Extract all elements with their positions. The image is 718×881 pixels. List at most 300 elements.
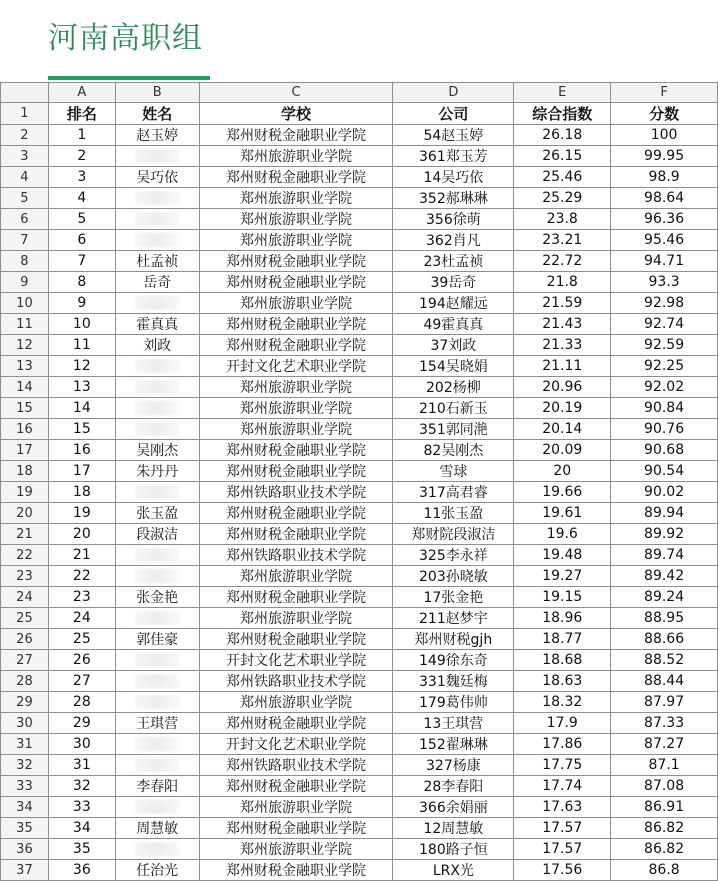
table-cell[interactable]: 郑州财税金融职业学院 (199, 272, 393, 293)
spreadsheet-grid[interactable] (0, 82, 718, 879)
table-cell[interactable]: 郑州财税金融职业学院 (199, 125, 393, 146)
table-cell[interactable]: 100 (611, 125, 718, 146)
table-cell[interactable]: 段淑洁 (115, 524, 199, 545)
table-cell[interactable]: 90.68 (611, 440, 718, 461)
table-row (1, 335, 718, 356)
redacted-name (135, 401, 179, 415)
table-cell[interactable]: 9 (48, 293, 115, 314)
row-header[interactable]: 31 (1, 734, 49, 755)
row-header[interactable]: 2 (1, 125, 49, 146)
table-cell[interactable]: 88.52 (611, 650, 718, 671)
table-cell[interactable]: 岳奇 (115, 272, 199, 293)
table-cell[interactable]: 89.24 (611, 587, 718, 608)
table-cell[interactable]: 28 (48, 692, 115, 713)
column-header[interactable]: B (115, 83, 199, 103)
table-row (1, 797, 718, 818)
table-cell[interactable]: 郑州财税金融职业学院 (199, 524, 393, 545)
table-cell[interactable]: 25.29 (514, 188, 611, 209)
table-cell[interactable]: 7 (48, 251, 115, 272)
table-cell[interactable]: 郑州财税金融职业学院 (199, 818, 393, 839)
row-header[interactable]: 34 (1, 797, 49, 818)
redacted-name (135, 422, 179, 436)
table-cell[interactable]: 14吴巧依 (393, 167, 514, 188)
row-header[interactable]: 18 (1, 461, 49, 482)
row-header[interactable]: 23 (1, 566, 49, 587)
table-cell[interactable]: 22 (48, 566, 115, 587)
table-cell[interactable]: 89.92 (611, 524, 718, 545)
table-cell[interactable]: 82吴刚杰 (393, 440, 514, 461)
row-header[interactable]: 12 (1, 335, 49, 356)
table-cell[interactable]: 吴巧依 (115, 167, 199, 188)
redacted-name (135, 191, 179, 205)
table-row (1, 356, 718, 377)
row-header[interactable]: 1 (1, 103, 49, 125)
table-cell[interactable]: 23 (48, 587, 115, 608)
table-cell[interactable]: 351郭同滟 (393, 419, 514, 440)
table-cell[interactable]: 郑州财税金融职业学院 (199, 440, 393, 461)
table-cell[interactable]: 33 (48, 797, 115, 818)
table-cell[interactable]: 郑州财税金融职业学院 (199, 167, 393, 188)
table-cell[interactable]: 356徐萌 (393, 209, 514, 230)
table-row (1, 776, 718, 797)
table-cell[interactable]: 张金艳 (115, 587, 199, 608)
row-header[interactable]: 4 (1, 167, 49, 188)
row-header[interactable]: 24 (1, 587, 49, 608)
table-cell[interactable]: 郑州铁路职业技术学院 (199, 755, 393, 776)
table-cell[interactable] (115, 482, 199, 503)
table-cell[interactable]: 刘政 (115, 335, 199, 356)
table-cell[interactable]: 19.6 (514, 524, 611, 545)
table-cell[interactable] (115, 419, 199, 440)
table-cell[interactable]: 317高君睿 (393, 482, 514, 503)
redacted-name (135, 758, 179, 772)
table-cell[interactable]: 25.46 (514, 167, 611, 188)
table-cell[interactable]: 211赵梦宇 (393, 608, 514, 629)
table-cell[interactable]: 郑州铁路职业技术学院 (199, 482, 393, 503)
table-cell[interactable]: 任治光 (115, 860, 199, 881)
table-cell[interactable]: 吴刚杰 (115, 440, 199, 461)
table-cell[interactable]: 20.96 (514, 377, 611, 398)
table-cell[interactable] (115, 608, 199, 629)
table-cell[interactable]: 13王琪营 (393, 713, 514, 734)
table-cell[interactable]: 郑州财税金融职业学院 (199, 713, 393, 734)
table-cell[interactable]: 19.66 (514, 482, 611, 503)
table-cell[interactable]: 郑州铁路职业技术学院 (199, 671, 393, 692)
table-cell[interactable]: 89.94 (611, 503, 718, 524)
row-header[interactable]: 14 (1, 377, 49, 398)
table-cell[interactable]: 331魏廷梅 (393, 671, 514, 692)
table-cell[interactable]: 12周慧敏 (393, 818, 514, 839)
row-header[interactable]: 6 (1, 209, 49, 230)
table-cell[interactable]: 郑州财税金融职业学院 (199, 335, 393, 356)
table-cell[interactable]: 开封文化艺术职业学院 (199, 356, 393, 377)
table-cell[interactable]: 13 (48, 377, 115, 398)
table-cell[interactable]: 98.9 (611, 167, 718, 188)
table-cell[interactable]: 15 (48, 419, 115, 440)
table-cell[interactable]: 20.19 (514, 398, 611, 419)
table-cell[interactable]: 17.63 (514, 797, 611, 818)
table-cell[interactable]: 霍真真 (115, 314, 199, 335)
table-row (1, 167, 718, 188)
table-cell[interactable]: 12 (48, 356, 115, 377)
table-cell[interactable]: 郑州旅游职业学院 (199, 566, 393, 587)
table-cell[interactable]: 朱丹丹 (115, 461, 199, 482)
table-cell[interactable]: 19.48 (514, 545, 611, 566)
table-cell[interactable] (115, 755, 199, 776)
table-cell[interactable]: 26.15 (514, 146, 611, 167)
table-cell[interactable]: 96.36 (611, 209, 718, 230)
row-header[interactable]: 9 (1, 272, 49, 293)
table-cell[interactable]: 19 (48, 503, 115, 524)
table-cell[interactable]: 194赵耀远 (393, 293, 514, 314)
table-cell[interactable]: 郑州旅游职业学院 (199, 608, 393, 629)
table-cell[interactable]: 21.11 (514, 356, 611, 377)
table-cell[interactable]: 152翟琳琳 (393, 734, 514, 755)
table-cell[interactable]: 23.8 (514, 209, 611, 230)
table-cell[interactable]: 雪球 (393, 461, 514, 482)
table-cell[interactable]: 27 (48, 671, 115, 692)
table-cell[interactable] (115, 671, 199, 692)
table-cell[interactable]: 21.43 (514, 314, 611, 335)
table-cell[interactable]: 87.97 (611, 692, 718, 713)
table-cell[interactable] (115, 797, 199, 818)
table-cell[interactable]: 34 (48, 818, 115, 839)
table-cell[interactable]: 17.86 (514, 734, 611, 755)
table-cell[interactable]: 郑州铁路职业技术学院 (199, 545, 393, 566)
table-cell[interactable]: 17 (48, 461, 115, 482)
table-cell[interactable]: 郑州旅游职业学院 (199, 398, 393, 419)
row-header[interactable]: 15 (1, 398, 49, 419)
table-cell[interactable]: 92.59 (611, 335, 718, 356)
table-cell[interactable]: 11 (48, 335, 115, 356)
row-header[interactable]: 29 (1, 692, 49, 713)
row-header[interactable]: 28 (1, 671, 49, 692)
table-cell[interactable]: 李春阳 (115, 776, 199, 797)
table-cell[interactable]: 89.74 (611, 545, 718, 566)
table-cell[interactable]: 93.3 (611, 272, 718, 293)
table-cell[interactable] (115, 398, 199, 419)
table-cell[interactable]: 18 (48, 482, 115, 503)
table-cell[interactable]: 郑州旅游职业学院 (199, 293, 393, 314)
row-header[interactable]: 30 (1, 713, 49, 734)
table-cell[interactable]: 361郑玉芳 (393, 146, 514, 167)
table-row (1, 209, 718, 230)
table-row (1, 419, 718, 440)
table-cell[interactable]: 30 (48, 734, 115, 755)
table-row (1, 650, 718, 671)
row-header[interactable]: 35 (1, 818, 49, 839)
table-row (1, 188, 718, 209)
table-cell[interactable]: 88.44 (611, 671, 718, 692)
header-cell-rank[interactable]: 排名 (48, 103, 115, 125)
header-cell-name[interactable]: 姓名 (115, 103, 199, 125)
table-cell[interactable]: 39岳奇 (393, 272, 514, 293)
table-cell[interactable]: 87.1 (611, 755, 718, 776)
table-cell[interactable]: 17.57 (514, 818, 611, 839)
table-cell[interactable]: 20 (48, 524, 115, 545)
table-cell[interactable]: 325李永祥 (393, 545, 514, 566)
table-cell[interactable] (115, 188, 199, 209)
table-cell[interactable]: 327杨康 (393, 755, 514, 776)
redacted-name (135, 842, 179, 856)
table-cell[interactable]: 郑州旅游职业学院 (199, 230, 393, 251)
table-cell[interactable]: 郑州旅游职业学院 (199, 692, 393, 713)
table-cell[interactable]: 10 (48, 314, 115, 335)
table-cell[interactable]: 19.27 (514, 566, 611, 587)
table-cell[interactable]: 赵玉婷 (115, 125, 199, 146)
redacted-name (135, 695, 179, 709)
table-cell[interactable]: 90.76 (611, 419, 718, 440)
table-cell[interactable]: 郑州财税金融职业学院 (199, 860, 393, 881)
table-cell[interactable]: 14 (48, 398, 115, 419)
table-cell[interactable]: 88.95 (611, 608, 718, 629)
table-cell[interactable]: 32 (48, 776, 115, 797)
row-header[interactable]: 36 (1, 839, 49, 860)
table-cell[interactable]: 18.63 (514, 671, 611, 692)
table-cell[interactable]: 11张玉盈 (393, 503, 514, 524)
redacted-name (135, 380, 179, 394)
table-cell[interactable]: 37刘政 (393, 335, 514, 356)
row-header[interactable]: 33 (1, 776, 49, 797)
table-cell[interactable]: 98.64 (611, 188, 718, 209)
row-header[interactable]: 21 (1, 524, 49, 545)
table-cell[interactable]: 张玉盈 (115, 503, 199, 524)
table-cell[interactable]: 18.96 (514, 608, 611, 629)
table-cell[interactable]: 郭佳豪 (115, 629, 199, 650)
header-cell-score[interactable]: 分数 (611, 103, 718, 125)
table-cell[interactable]: 86.91 (611, 797, 718, 818)
table-cell[interactable]: 6 (48, 230, 115, 251)
table-cell[interactable]: 94.71 (611, 251, 718, 272)
table-row (1, 230, 718, 251)
table-row (1, 839, 718, 860)
table-cell[interactable]: 202杨柳 (393, 377, 514, 398)
table-header-row (1, 103, 718, 125)
table-cell[interactable]: 352郝琳琳 (393, 188, 514, 209)
table-row (1, 818, 718, 839)
table-cell[interactable]: 86.82 (611, 839, 718, 860)
table-cell[interactable]: 92.02 (611, 377, 718, 398)
table-cell[interactable] (115, 734, 199, 755)
column-header[interactable]: A (48, 83, 115, 103)
table-cell[interactable]: 21 (48, 545, 115, 566)
table-cell[interactable]: 99.95 (611, 146, 718, 167)
row-header[interactable]: 19 (1, 482, 49, 503)
row-header[interactable]: 32 (1, 755, 49, 776)
table-cell[interactable]: 24 (48, 608, 115, 629)
table-cell[interactable]: 26 (48, 650, 115, 671)
table-cell[interactable]: 86.8 (611, 860, 718, 881)
table-cell[interactable]: 郑州财税金融职业学院 (199, 629, 393, 650)
table-cell[interactable]: 郑州财税金融职业学院 (199, 461, 393, 482)
header-cell-company[interactable]: 公司 (393, 103, 514, 125)
table-cell[interactable]: 1 (48, 125, 115, 146)
table-cell[interactable]: 87.33 (611, 713, 718, 734)
table-cell[interactable]: 郑州旅游职业学院 (199, 188, 393, 209)
table-cell[interactable]: 88.66 (611, 629, 718, 650)
table-cell[interactable]: 49霍真真 (393, 314, 514, 335)
table-cell[interactable]: 28李春阳 (393, 776, 514, 797)
row-header[interactable]: 20 (1, 503, 49, 524)
table-cell[interactable]: 郑州财税金融职业学院 (199, 776, 393, 797)
table-cell[interactable]: 90.02 (611, 482, 718, 503)
table-cell[interactable]: 开封文化艺术职业学院 (199, 734, 393, 755)
table-cell[interactable]: 29 (48, 713, 115, 734)
table-cell[interactable]: 18.77 (514, 629, 611, 650)
table-cell[interactable]: 25 (48, 629, 115, 650)
redacted-name (135, 674, 179, 688)
table-cell[interactable]: 210石新玉 (393, 398, 514, 419)
table-cell[interactable]: 23.21 (514, 230, 611, 251)
redacted-name (135, 233, 179, 247)
table-cell[interactable]: 5 (48, 209, 115, 230)
table-cell[interactable]: 17张金艳 (393, 587, 514, 608)
table-cell[interactable]: 180路子恒 (393, 839, 514, 860)
table-cell[interactable]: 92.98 (611, 293, 718, 314)
table-cell[interactable]: 19.15 (514, 587, 611, 608)
table-cell[interactable]: 郑州旅游职业学院 (199, 419, 393, 440)
table-row (1, 629, 718, 650)
table-cell[interactable]: 22.72 (514, 251, 611, 272)
header-cell-school[interactable]: 学校 (199, 103, 393, 125)
table-cell[interactable]: 35 (48, 839, 115, 860)
redacted-name (135, 149, 179, 163)
table-cell[interactable]: 203孙晓敏 (393, 566, 514, 587)
table-cell[interactable]: 154吴晓娟 (393, 356, 514, 377)
table-cell[interactable]: 郑州旅游职业学院 (199, 797, 393, 818)
table-cell[interactable]: 20 (514, 461, 611, 482)
table-cell[interactable] (115, 356, 199, 377)
table-cell[interactable]: 87.08 (611, 776, 718, 797)
table-cell[interactable]: 26.18 (514, 125, 611, 146)
table-cell[interactable]: 20.09 (514, 440, 611, 461)
column-header[interactable]: F (611, 83, 718, 103)
table-cell[interactable]: 87.27 (611, 734, 718, 755)
row-header[interactable]: 7 (1, 230, 49, 251)
table-cell[interactable]: 17.56 (514, 860, 611, 881)
table-cell[interactable] (115, 209, 199, 230)
row-header[interactable]: 22 (1, 545, 49, 566)
table-cell[interactable]: 92.74 (611, 314, 718, 335)
row-header[interactable]: 27 (1, 650, 49, 671)
table-cell[interactable]: 90.84 (611, 398, 718, 419)
row-header[interactable]: 26 (1, 629, 49, 650)
table-row (1, 146, 718, 167)
table-cell[interactable]: 17.75 (514, 755, 611, 776)
table-row (1, 587, 718, 608)
row-header[interactable]: 13 (1, 356, 49, 377)
table-cell[interactable] (115, 293, 199, 314)
table-cell[interactable]: 21.59 (514, 293, 611, 314)
table-cell[interactable] (115, 545, 199, 566)
table-cell[interactable]: 郑州财税金融职业学院 (199, 503, 393, 524)
table-cell[interactable]: 362肖凡 (393, 230, 514, 251)
table-cell[interactable]: 17.74 (514, 776, 611, 797)
row-header[interactable]: 37 (1, 860, 49, 881)
table-cell[interactable]: 149徐东奇 (393, 650, 514, 671)
table-cell[interactable]: 89.42 (611, 566, 718, 587)
table-cell[interactable] (115, 692, 199, 713)
select-all-corner[interactable] (1, 83, 49, 103)
table-cell[interactable]: 90.54 (611, 461, 718, 482)
table-cell[interactable]: LRX光 (393, 860, 514, 881)
table-cell[interactable]: 17.9 (514, 713, 611, 734)
table-cell[interactable]: 郑州财税金融职业学院 (199, 314, 393, 335)
table-cell[interactable]: 周慧敏 (115, 818, 199, 839)
table-cell[interactable]: 16 (48, 440, 115, 461)
table-cell[interactable] (115, 839, 199, 860)
table-row (1, 692, 718, 713)
table-cell[interactable] (115, 146, 199, 167)
row-header[interactable]: 8 (1, 251, 49, 272)
table-cell[interactable]: 23杜孟祯 (393, 251, 514, 272)
table-cell[interactable]: 179葛伟帅 (393, 692, 514, 713)
table-cell[interactable]: 92.25 (611, 356, 718, 377)
table-cell[interactable]: 郑州旅游职业学院 (199, 209, 393, 230)
table-cell[interactable]: 31 (48, 755, 115, 776)
table-cell[interactable]: 郑州旅游职业学院 (199, 146, 393, 167)
table-cell[interactable]: 54赵玉婷 (393, 125, 514, 146)
redacted-name (135, 737, 179, 751)
table-cell[interactable]: 21.8 (514, 272, 611, 293)
data-table (0, 82, 718, 881)
table-row (1, 440, 718, 461)
column-header[interactable]: E (514, 83, 611, 103)
table-cell[interactable]: 366余娟丽 (393, 797, 514, 818)
table-cell[interactable] (115, 377, 199, 398)
table-cell[interactable]: 86.82 (611, 818, 718, 839)
row-header[interactable]: 3 (1, 146, 49, 167)
table-cell[interactable] (115, 230, 199, 251)
table-cell[interactable]: 95.46 (611, 230, 718, 251)
table-row (1, 860, 718, 881)
table-cell[interactable]: 3 (48, 167, 115, 188)
table-row (1, 272, 718, 293)
table-cell[interactable]: 19.61 (514, 503, 611, 524)
row-header[interactable]: 25 (1, 608, 49, 629)
column-header[interactable]: C (199, 83, 393, 103)
row-header[interactable]: 17 (1, 440, 49, 461)
table-cell[interactable]: 36 (48, 860, 115, 881)
row-header[interactable]: 16 (1, 419, 49, 440)
row-header[interactable]: 11 (1, 314, 49, 335)
table-cell[interactable]: 杜孟祯 (115, 251, 199, 272)
table-cell[interactable]: 18.32 (514, 692, 611, 713)
table-cell[interactable]: 20.14 (514, 419, 611, 440)
table-cell[interactable]: 2 (48, 146, 115, 167)
table-cell[interactable] (115, 650, 199, 671)
table-cell[interactable]: 17.57 (514, 839, 611, 860)
table-cell[interactable]: 郑州旅游职业学院 (199, 839, 393, 860)
table-cell[interactable]: 21.33 (514, 335, 611, 356)
row-header[interactable]: 10 (1, 293, 49, 314)
table-cell[interactable]: 郑州财税gjh (393, 629, 514, 650)
table-cell[interactable]: 4 (48, 188, 115, 209)
table-cell[interactable]: 开封文化艺术职业学院 (199, 650, 393, 671)
row-header[interactable]: 5 (1, 188, 49, 209)
table-cell[interactable]: 郑州财税金融职业学院 (199, 251, 393, 272)
table-cell[interactable] (115, 566, 199, 587)
table-cell[interactable]: 8 (48, 272, 115, 293)
table-cell[interactable]: 王琪营 (115, 713, 199, 734)
table-cell[interactable]: 郑州旅游职业学院 (199, 377, 393, 398)
table-cell[interactable]: 18.68 (514, 650, 611, 671)
table-cell[interactable]: 郑州财税金融职业学院 (199, 587, 393, 608)
header-cell-index[interactable]: 综合指数 (514, 103, 611, 125)
sheet-tab-title[interactable]: 河南高职组 (48, 21, 203, 56)
table-cell[interactable]: 郑财院段淑洁 (393, 524, 514, 545)
column-header[interactable]: D (393, 83, 514, 103)
